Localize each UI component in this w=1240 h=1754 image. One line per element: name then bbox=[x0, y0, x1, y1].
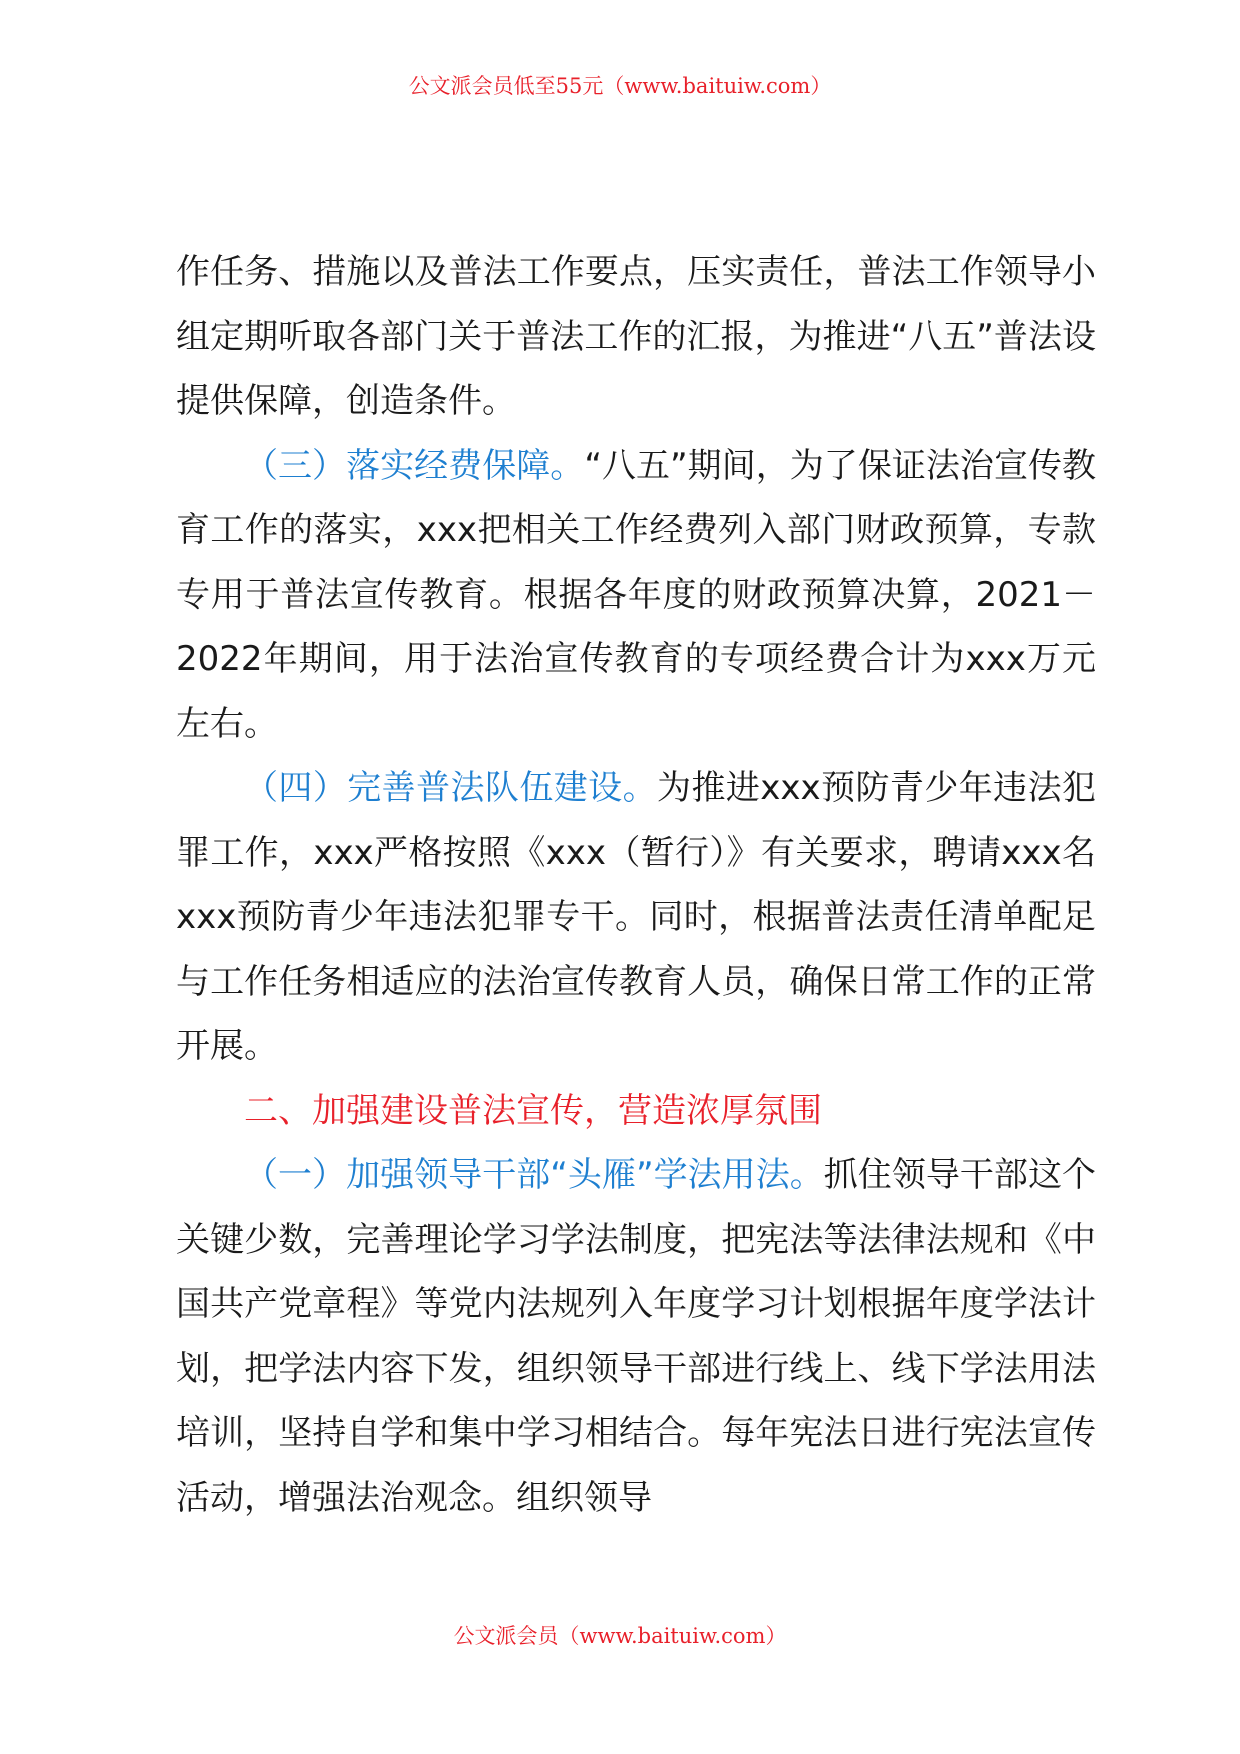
subsection-title: （四）完善普法队伍建设。 bbox=[244, 768, 658, 808]
paragraph-team bbox=[176, 756, 1096, 1079]
paragraph-text: “八五”期间，为了保证法治宣传教育工作的落实，xxx把相关工作经费列入部门财政预算，专款专用于普法宣传教育。根据各年度的财政预算决算，2021－2022年期间，用于法治宣传教育的专项经费合计为xxx万元左右。 bbox=[176, 445, 1096, 744]
header-watermark: 公文派会员低至55元（www.baituiw.com） bbox=[408, 74, 832, 98]
paragraph-continuation bbox=[176, 240, 1096, 434]
subsection-title: （一）加强领导干部“头雁”学法用法。 bbox=[244, 1155, 824, 1195]
section-heading-text: 二、加强建设普法宣传，营造浓厚氛围 bbox=[244, 1090, 822, 1131]
subsection-title: （三）落实经费保障。 bbox=[244, 445, 585, 486]
paragraph-text: 作任务、措施以及普法工作要点，压实责任，普法工作领导小组定期听取各部门关于普法工作的汇报，为推进“八五”普法设提供保障，创造条件。 bbox=[176, 252, 1096, 421]
paragraph-text: 为推进xxx预防青少年违法犯罪工作，xxx严格按照《xxx（暂行）》有关要求，聘请xxx名xxx预防青少年违法犯罪专干。同时，根据普法责任清单配足与工作任务相适应的法治宣传教育人员，确保日常工作的正常开展。 bbox=[176, 768, 1096, 1066]
footer-watermark: 公文派会员（www.baituiw.com） bbox=[453, 1624, 787, 1648]
paragraph-leaders bbox=[176, 1143, 1096, 1530]
section-heading bbox=[176, 1079, 1096, 1144]
document-body bbox=[176, 240, 1096, 1530]
paragraph-funding bbox=[176, 434, 1096, 757]
paragraph-text: 抓住领导干部这个关键少数，完善理论学习学法制度，把宪法等法律法规和《中国共产党章程》等党内法规列入年度学习计划根据年度学法计划，把学法内容下发，组织领导干部进行线上、线下学法用法培训，坚持自学和集中学习相结合。每年宪法日进行宪法宣传活动，增强法治观念。组织领导 bbox=[176, 1155, 1096, 1518]
